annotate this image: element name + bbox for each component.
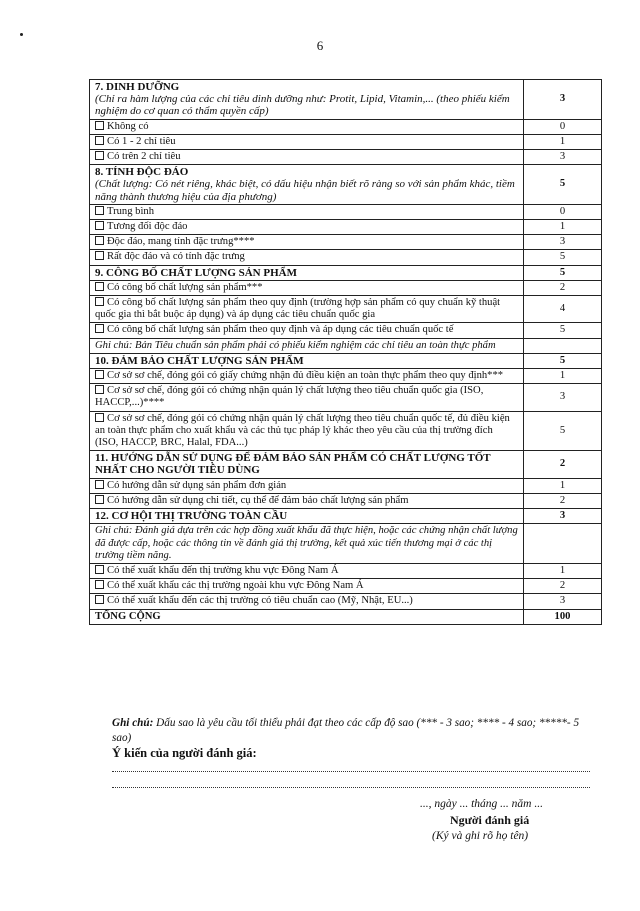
points-cell: 3 (524, 235, 602, 250)
row-label-cell (90, 80, 524, 120)
option-label: Có thể xuất khẩu đến thị trường khu vực Đông Nam Á (107, 564, 339, 576)
row-label-cell (90, 134, 524, 149)
points-cell: 3 (524, 509, 602, 524)
points-cell: 5 (524, 323, 602, 338)
criterion-title: 11. HƯỚNG DẪN SỬ DỤNG ĐỂ ĐẢM BẢO SẢN PHẨM CÓ CHẤT LƯỢNG TỐT NHẤT CHO NGƯỜI TIÊU DÙNG (95, 452, 491, 477)
points-cell: 2 (524, 280, 602, 295)
row-label-cell (90, 280, 524, 295)
points-cell: 3 (524, 384, 602, 411)
row-label-cell (90, 338, 524, 353)
criterion-option-row (90, 478, 602, 493)
comment-line-1[interactable] (112, 770, 590, 772)
row-label-cell (90, 609, 524, 624)
row-label-cell (90, 296, 524, 323)
points-cell: 100 (524, 609, 602, 624)
row-label-cell (90, 594, 524, 609)
points-cell: 5 (524, 250, 602, 265)
checkbox-square-icon[interactable] (95, 136, 104, 145)
option-label: Có công bố chất lượng sản phẩm theo quy định (trường hợp sản phẩm có quy chuẩn kỹ thuật quốc gia thì bắt buộc áp dụng) và áp dụng các tiêu chuẩn quốc gia (95, 297, 501, 321)
signer-title: Người đánh giá (450, 813, 530, 827)
criterion-option-row (90, 563, 602, 578)
points-cell: 0 (524, 119, 602, 134)
note-text: Ghi chú: Bản Tiêu chuẩn sản phẩm phải có phiếu kiểm nghiệm các chỉ tiêu an toàn thực phẩm (95, 339, 496, 351)
checkbox-square-icon[interactable] (95, 297, 104, 306)
criterion-option-row (90, 220, 602, 235)
note-row (90, 524, 602, 564)
points-cell: 3 (524, 150, 602, 165)
checkbox-square-icon[interactable] (95, 324, 104, 333)
criterion-title: 8. TÍNH ĐỘC ĐÁO (95, 166, 189, 179)
points-cell: 1 (524, 478, 602, 493)
row-label-cell (90, 323, 524, 338)
points-cell: 2 (524, 451, 602, 478)
points-cell: 1 (524, 220, 602, 235)
row-label-cell (90, 265, 524, 280)
option-label: Có hướng dẫn sử dụng sản phẩm đơn giản (107, 479, 287, 491)
points-cell: 2 (524, 493, 602, 508)
checkbox-square-icon[interactable] (95, 282, 104, 291)
checkbox-square-icon[interactable] (95, 251, 104, 260)
checkbox-square-icon[interactable] (95, 385, 104, 394)
criterion-header-row (90, 165, 602, 205)
points-cell (524, 338, 602, 353)
row-label-cell (90, 579, 524, 594)
scoring-table (89, 79, 602, 625)
total-label: TỔNG CỘNG (95, 610, 161, 622)
points-cell: 3 (524, 80, 602, 120)
checkbox-square-icon[interactable] (95, 221, 104, 230)
criterion-description: (Chỉ ra hàm lượng của các chỉ tiêu dinh dưỡng như: Protit, Lipid, Vitamin,... (theo phiếu kiểm nghiệm do cơ quan có thẩm quyền cấp) (95, 93, 510, 118)
criterion-description: (Chất lượng: Có nét riêng, khác biệt, có dấu hiệu nhận biết rõ ràng so với sản phẩm khác, tiềm năng thành thương hiệu của địa phương) (95, 178, 515, 203)
note-text: Ghi chú: Đánh giá dựa trên các hợp đồng xuất khẩu đã thực hiện, hoặc các chứng nhận chất lượng đã được cấp, hoặc các thông tin về đánh giá thị trường, kết quả xúc tiến thương mại ở các thị trường tiềm năng. (95, 525, 518, 561)
row-label-cell (90, 165, 524, 205)
criterion-option-row (90, 493, 602, 508)
checkbox-square-icon[interactable] (95, 580, 104, 589)
criterion-title: 10. ĐẢM BẢO CHẤT LƯỢNG SẢN PHẨM (95, 354, 304, 367)
row-label-cell (90, 235, 524, 250)
option-label: Có thể xuất khẩu đến các thị trường có tiêu chuẩn cao (Mỹ, Nhật, EU...) (107, 595, 413, 607)
checkbox-square-icon[interactable] (95, 413, 104, 422)
date-line: ..., ngày ... tháng ... năm ... (420, 798, 543, 810)
row-label-cell (90, 509, 524, 524)
points-cell: 5 (524, 353, 602, 368)
checkbox-square-icon[interactable] (95, 595, 104, 604)
margin-dot (20, 33, 23, 36)
points-cell: 5 (524, 265, 602, 280)
option-label: Có công bố chất lượng sản phẩm*** (107, 281, 263, 293)
criterion-option-row (90, 235, 602, 250)
comment-line-2[interactable] (112, 786, 590, 788)
row-label-cell (90, 451, 524, 478)
criterion-header-row (90, 353, 602, 368)
criterion-title: 7. DINH DƯỠNG (95, 81, 180, 93)
row-label-cell (90, 369, 524, 384)
criterion-option-row (90, 579, 602, 594)
criterion-option-row (90, 411, 602, 451)
criterion-option-row (90, 134, 602, 149)
checkbox-square-icon[interactable] (95, 206, 104, 215)
criterion-option-row (90, 384, 602, 411)
points-cell: 4 (524, 296, 602, 323)
row-label-cell (90, 478, 524, 493)
criterion-header-row (90, 80, 602, 120)
criterion-option-row (90, 150, 602, 165)
criterion-header-row (90, 509, 602, 524)
note-row (90, 338, 602, 353)
option-label: Tương đối độc đáo (107, 221, 188, 233)
footer-note (112, 716, 597, 746)
row-label-cell (90, 563, 524, 578)
points-cell: 1 (524, 134, 602, 149)
checkbox-square-icon[interactable] (95, 565, 104, 574)
option-label: Không có (107, 120, 149, 132)
criterion-option-row (90, 280, 602, 295)
option-label: Cơ sở sơ chế, đóng gói có chứng nhận quản lý chất lượng theo tiêu chuẩn quốc tế, đủ điều kiện an toàn thực phẩm cho xuất khẩu và các thủ tục pháp lý khác theo yêu cầu của thị trường đích (ISO, HACCP, BRC, Halal, FDA...) (95, 412, 510, 449)
row-label-cell (90, 353, 524, 368)
row-label-cell (90, 493, 524, 508)
option-label: Có hướng dẫn sử dụng chi tiết, cụ thể để đảm bảo chất lượng sản phẩm (107, 494, 409, 506)
checkbox-square-icon[interactable] (95, 236, 104, 245)
row-label-cell (90, 150, 524, 165)
row-label-cell (90, 250, 524, 265)
criterion-option-row (90, 119, 602, 134)
points-cell: 2 (524, 579, 602, 594)
option-label: Có thể xuất khẩu các thị trường ngoài khu vực Đông Nam Á (107, 580, 364, 592)
footer-note-text: Dấu sao là yêu cầu tối thiểu phải đạt theo các cấp độ sao (*** - 3 sao; **** - 4 sao; *****- 5 sao) (112, 717, 580, 744)
row-label-cell (90, 384, 524, 411)
checkbox-square-icon[interactable] (95, 151, 104, 160)
footer-note-label: Ghi chú: (112, 717, 154, 729)
option-label: Rất độc đáo và có tính đặc trưng (107, 251, 245, 263)
criterion-option-row (90, 250, 602, 265)
reviewer-comments-label: Ý kiến của người đánh giá: (112, 746, 257, 760)
option-label: Có trên 2 chỉ tiêu (107, 151, 181, 163)
criterion-option-row (90, 204, 602, 219)
criterion-option-row (90, 594, 602, 609)
row-label-cell (90, 411, 524, 451)
points-cell: 0 (524, 204, 602, 219)
criterion-title: 9. CÔNG BỐ CHẤT LƯỢNG SẢN PHẨM (95, 266, 297, 279)
criterion-option-row (90, 323, 602, 338)
points-cell: 1 (524, 369, 602, 384)
criterion-header-row (90, 451, 602, 478)
checkbox-square-icon[interactable] (95, 370, 104, 379)
sign-hint: (Ký và ghi rõ họ tên) (432, 830, 529, 842)
total-row (90, 609, 602, 624)
row-label-cell (90, 204, 524, 219)
criterion-title: 12. CƠ HỘI THỊ TRƯỜNG TOÀN CẦU (95, 510, 288, 523)
page-number: 6 (316, 38, 324, 53)
points-cell (524, 524, 602, 564)
criterion-header-row (90, 265, 602, 280)
option-label: Cơ sở sơ chế, đóng gói có giấy chứng nhận đủ điều kiện an toàn thực phẩm theo quy định*** (107, 370, 504, 382)
option-label: Có công bố chất lượng sản phẩm theo quy định và áp dụng các tiêu chuẩn quốc tế (107, 324, 454, 336)
checkbox-square-icon[interactable] (95, 121, 104, 130)
checkbox-square-icon[interactable] (95, 480, 104, 489)
checkbox-square-icon[interactable] (95, 495, 104, 504)
option-label: Cơ sở sơ chế, đóng gói có chứng nhận quản lý chất lượng theo tiêu chuẩn quốc gia (ISO, HACCP,...)**** (95, 385, 484, 409)
row-label-cell (90, 220, 524, 235)
points-cell: 5 (524, 165, 602, 205)
row-label-cell (90, 119, 524, 134)
points-cell: 5 (524, 411, 602, 451)
option-label: Độc đáo, mang tính đặc trưng**** (107, 236, 255, 248)
points-cell: 1 (524, 563, 602, 578)
criterion-option-row (90, 296, 602, 323)
row-label-cell (90, 524, 524, 564)
option-label: Trung bình (107, 205, 154, 217)
option-label: Có 1 - 2 chỉ tiêu (107, 135, 176, 147)
points-cell: 3 (524, 594, 602, 609)
criterion-option-row (90, 369, 602, 384)
